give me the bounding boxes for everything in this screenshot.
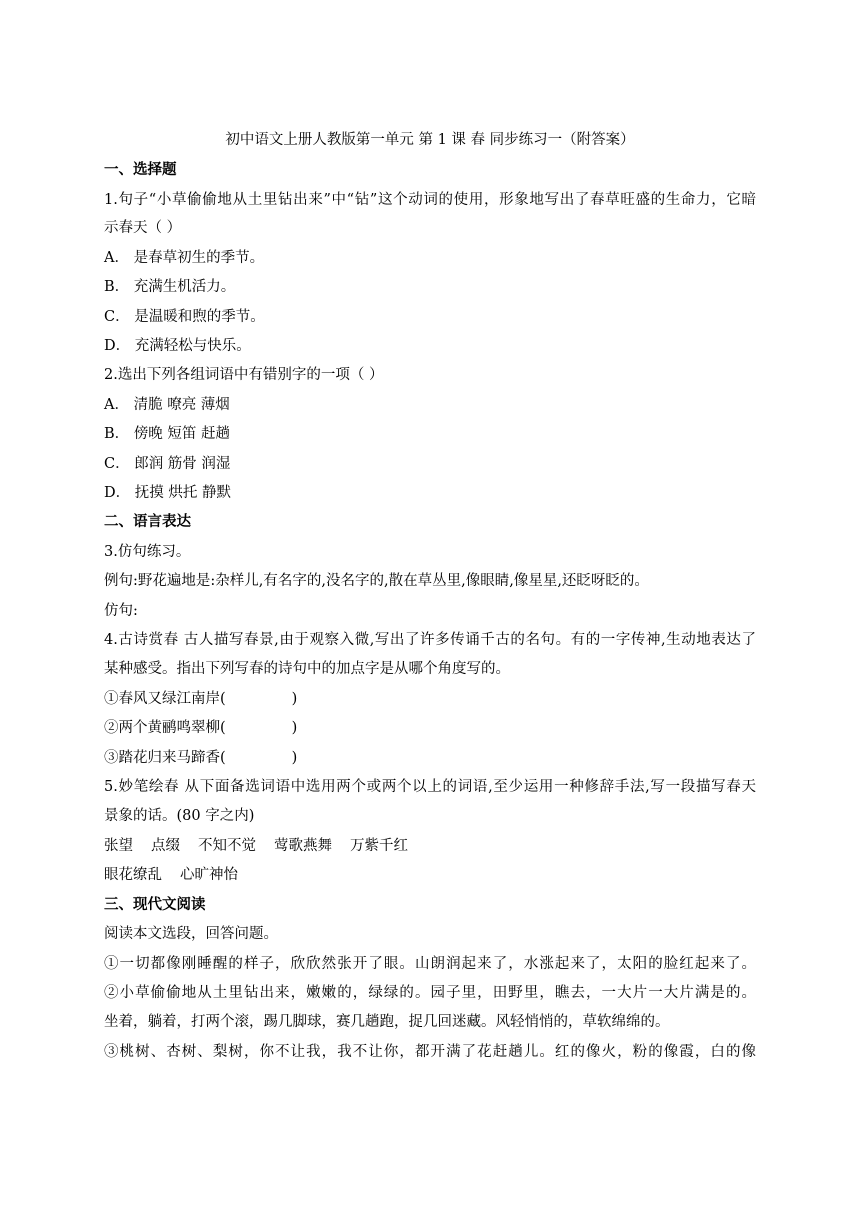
section-heading-reading: 三、现代文阅读 — [104, 896, 206, 913]
question-1-option-c: C． 是温暖和煦的季节。 — [104, 309, 265, 325]
word-option: 莺歌燕舞 — [274, 838, 332, 854]
reading-paragraph-2-line2: 坐着，躺着，打两个滚，踢几脚球，赛几趟跑，捉几回迷藏。风轻悄悄的，草软绵绵的。 — [104, 1014, 670, 1030]
word-option: 不知不觉 — [198, 838, 256, 854]
close-paren: ) — [291, 720, 298, 736]
reading-paragraph-3-line1: ③桃树、杏树、梨树，你不让我，我不让你，都开满了花赶趟儿。红的像火，粉的像霞，白的像 — [104, 1044, 756, 1060]
close-paren: ) — [291, 750, 298, 766]
word-option: 张望 — [104, 838, 133, 854]
section-heading-choice: 一、选择题 — [104, 161, 177, 178]
word-option: 心旷神怡 — [180, 867, 238, 883]
question-1-stem-line2: 示春天（ ） — [104, 220, 182, 236]
question-4-item-1 — [104, 689, 297, 709]
reading-paragraph-2-line1: ②小草偷偷地从土里钻出来，嫩嫩的，绿绿的。园子里，田野里，瞧去，一大片一大片满是的。 — [104, 985, 756, 1001]
question-2-option-a: A． 清脆 嘹亮 薄烟 — [104, 397, 230, 413]
question-2-option-c: C． 郎润 筋骨 润湿 — [104, 456, 231, 472]
question-4-stem-line1: 4.古诗赏春 古人描写春景,由于观察入微,写出了许多传诵千古的名句。有的一字传神,生动地表达了 — [104, 632, 756, 648]
question-3-stem: 3.仿句练习。 — [104, 544, 191, 560]
question-4-stem-line2: 某种感受。指出下列写春的诗句中的加点字是从哪个角度写的。 — [104, 661, 510, 677]
word-option: 点缀 — [151, 838, 180, 854]
document-title: 初中语文上册人教版第一单元 第 1 课 春 同步练习一（附答案） — [225, 132, 635, 148]
question-5-stem-line2: 景象的话。(80 字之内) — [104, 808, 255, 824]
reading-intro: 阅读本文选段，回答问题。 — [104, 926, 278, 942]
question-1-option-b: B． 充满生机活力。 — [104, 279, 236, 295]
question-5-stem-line1: 5.妙笔绘春 从下面备选词语中选用两个或两个以上的词语,至少运用一种修辞手法,写一段描写春天 — [104, 779, 756, 795]
question-3-imitate-label: 仿句: — [104, 603, 138, 619]
poem-line: ①春风又绿江南岸( — [104, 691, 226, 707]
word-bank-row-2 — [104, 865, 256, 885]
close-paren: ) — [291, 691, 298, 707]
poem-line: ③踏花归来马蹄香( — [104, 750, 226, 766]
question-2-option-b: B． 傍晚 短笛 赶趟 — [104, 426, 230, 442]
section-heading-language: 二、语言表达 — [104, 513, 191, 530]
question-2-stem: 2.选出下列各组词语中有错别字的一项（ ） — [104, 367, 384, 383]
question-3-example: 例句:野花遍地是:杂样儿,有名字的,没名字的,散在草丛里,像眼睛,像星星,还眨呀眨的。 — [104, 573, 649, 589]
question-1-option-d: D． 充满轻松与快乐。 — [104, 338, 251, 354]
question-2-option-d: D． 抚摸 烘托 静默 — [104, 485, 231, 501]
question-4-item-2 — [104, 718, 297, 738]
word-option: 万紫千红 — [350, 838, 408, 854]
word-bank-row-1 — [104, 836, 426, 856]
poem-line: ②两个黄鹂鸣翠柳( — [104, 720, 226, 736]
question-1-stem-line1: 1.句子“小草偷偷地从土里钻出来”中“钻”这个动词的使用，形象地写出了春草旺盛的生命力，它暗 — [104, 192, 756, 208]
reading-paragraph-1: ①一切都像刚睡醒的样子，欣欣然张开了眼。山朗润起来了，水涨起来了，太阳的脸红起来了。 — [104, 956, 756, 972]
question-1-option-a: A． 是春草初生的季节。 — [104, 250, 265, 266]
question-4-item-3 — [104, 748, 297, 768]
word-option: 眼花缭乱 — [104, 867, 162, 883]
